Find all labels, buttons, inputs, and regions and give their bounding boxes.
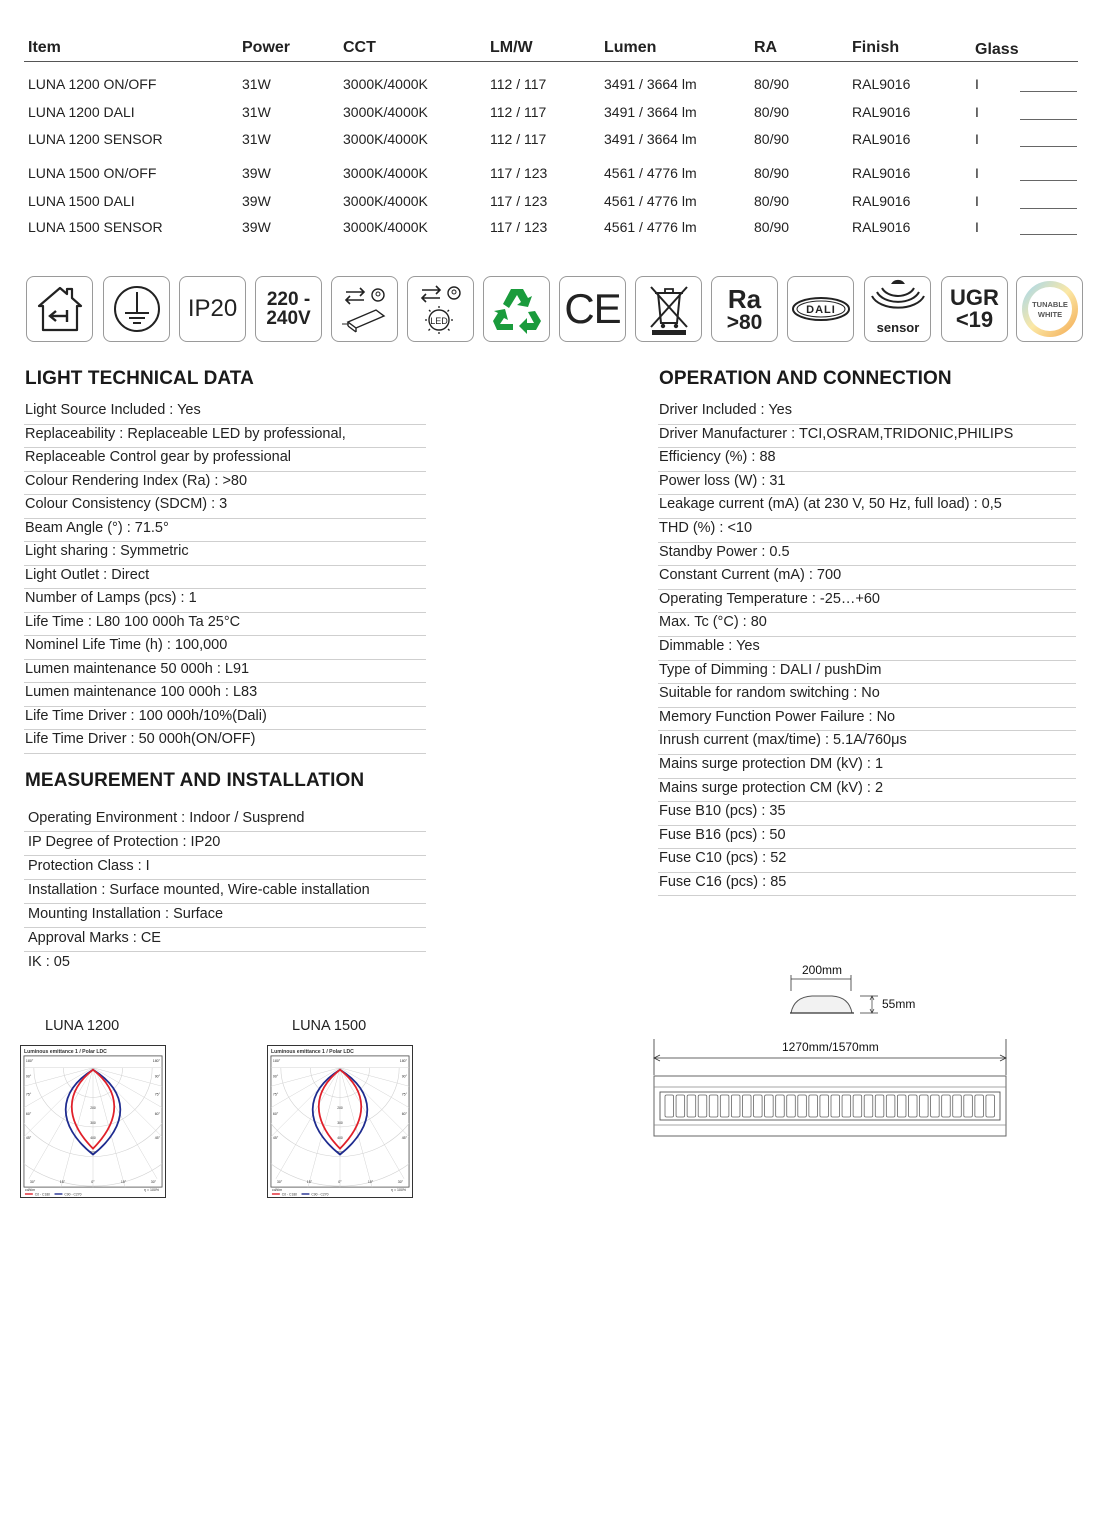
sensor-icon [864,276,931,342]
polar-angle-label: 0° [338,1180,342,1185]
spec-row: Replaceable Control gear by professional [24,448,426,472]
polar-angle-label: 30° [276,1180,283,1185]
product-cell: 117 / 123 [490,165,548,181]
dim-height-label: 55mm [882,997,916,1011]
indoor-use-icon [26,276,93,342]
measurement-list [24,808,426,976]
polar-radial-label: 300 [337,1120,343,1125]
spec-row: Lumen maintenance 100 000h : L83 [24,683,426,707]
product-cell: 3000K/4000K [343,165,428,181]
polar-angle-label: 30° [29,1180,36,1185]
product-cell: LUNA 1200 ON/OFF [28,76,157,92]
product-cell: LUNA 1200 SENSOR [28,131,163,147]
product-cell: 3491 / 3664 lm [604,104,697,120]
product-cell: 3491 / 3664 lm [604,131,697,147]
polar-angle-label: 90° [401,1074,408,1079]
polar-angle-label: 45° [154,1135,161,1140]
polar-grid [267,1068,413,1196]
product-cell: 3491 / 3664 lm [604,76,697,92]
polar-angle-label: 60° [154,1112,161,1117]
polar-angle-label: 75° [401,1092,408,1097]
polar-legend-c0: C0 - C180 [34,1192,51,1197]
recycle-icon [483,276,550,342]
product-cell: LUNA 1500 ON/OFF [28,165,157,181]
product-cell: 39W [242,219,271,235]
product-cell: 80/90 [754,131,790,147]
spec-row: Leakage current (mA) (at 230 V, 50 Hz, full load) : 0,5 [658,495,1076,519]
spec-row: Light Outlet : Direct [24,566,426,590]
light-technical-list [24,401,426,754]
polar-angle-label: 90° [25,1074,32,1079]
polar-chart-1200 [20,1045,166,1198]
operation-title: OPERATION AND CONNECTION [659,368,952,389]
spec-row: Installation : Surface mounted, Wire-cable installation [24,880,426,904]
product-row [24,165,1078,185]
product-cell: I [975,219,979,235]
spec-row: IK : 05 [28,954,70,970]
product-cell: 3000K/4000K [343,219,428,235]
operation-list [658,401,1076,896]
spec-row: Life Time Driver : 50 000h(ON/OFF) [24,730,426,754]
ip20-icon: IP20 [179,276,246,342]
spec-row: Beam Angle (°) : 71.5° [24,519,426,543]
spec-row: Life Time Driver : 100 000h/10%(Dali) [24,707,426,731]
glass-blank-line [1020,146,1077,147]
polar-angle-label: 75° [25,1092,32,1097]
polar-angle-label: 90° [272,1074,279,1079]
spec-row: Power loss (W) : 31 [658,472,1076,496]
polar-angle-label: 30° [150,1180,157,1185]
header-power: Power [242,39,291,56]
spec-row: Operating Temperature : -25…+60 [658,590,1076,614]
polar-radial-label: 400 [337,1135,343,1140]
replaceable-driver-icon [331,276,398,342]
polar-angle-label: 75° [154,1092,161,1097]
product-cell: RAL9016 [852,219,911,235]
polar-spoke [340,1068,373,1192]
weee-bin-icon [635,276,702,342]
product-cell: RAL9016 [852,76,911,92]
polar-angle-label: 180° [25,1058,34,1063]
spec-row: Inrush current (max/time) : 5.1A/760μs [658,731,1076,755]
glass-blank-line [1020,208,1077,209]
product-cell: 3000K/4000K [343,193,428,209]
header-finish: Finish [852,39,900,56]
product-cell: RAL9016 [852,104,911,120]
spec-row: IP Degree of Protection : IP20 [24,832,426,856]
product-cell: RAL9016 [852,131,911,147]
spec-row: Dimmable : Yes [658,637,1076,661]
spec-row: Light Source Included : Yes [24,401,426,425]
product-cell: I [975,76,979,92]
polar-legend-c90: C90 - C270 [64,1192,82,1197]
glass-blank-line [1020,180,1077,181]
spec-row: Number of Lamps (pcs) : 1 [24,589,426,613]
ce-mark-icon: CE [559,276,626,342]
product-cell: 31W [242,104,271,120]
header-ra: RA [754,39,778,56]
product-cell: I [975,193,979,209]
polar-title-1500: LUNA 1500 [292,1018,367,1034]
spec-row: Lumen maintenance 50 000h : L91 [24,660,426,684]
svg-text:LED: LED [429,316,448,326]
product-cell: 3000K/4000K [343,104,428,120]
spec-row: Approval Marks : CE [24,928,426,952]
polar-angle-label: 45° [272,1135,279,1140]
polar-spoke [93,1068,157,1179]
header-lmw: LM/W [490,39,533,56]
product-cell: 117 / 123 [490,193,548,209]
polar-legend-c0: C0 - C180 [281,1192,298,1197]
polar-radial-label: 300 [90,1120,96,1125]
spec-row: Life Time : L80 100 000h Ta 25°C [24,613,426,637]
product-row [24,219,1078,239]
polar-angle-label: 75° [272,1092,279,1097]
spec-row: Fuse C10 (pcs) : 52 [658,849,1076,873]
spec-row: Constant Current (mA) : 700 [658,566,1076,590]
measurement-title: MEASUREMENT AND INSTALLATION [25,770,365,791]
polar-radial-label: 200 [90,1106,96,1111]
ra80-icon: Ra >80 [711,276,778,342]
polar-efficiency: η = 100% [390,1188,407,1193]
product-cell: 39W [242,193,271,209]
replaceable-led-icon [407,276,474,342]
polar-angle-label: 45° [401,1135,408,1140]
spec-row: Type of Dimming : DALI / pushDim [658,661,1076,685]
spec-row: Fuse B10 (pcs) : 35 [658,802,1076,826]
product-row [24,76,1078,96]
polar-grid [20,1068,166,1196]
spec-row: Nominel Life Time (h) : 100,000 [24,636,426,660]
product-cell: 31W [242,76,271,92]
spec-row: THD (%) : <10 [658,519,1076,543]
product-cell: 4561 / 4776 lm [604,193,697,209]
polar-title-1200: LUNA 1200 [45,1018,120,1034]
svg-text:TUNABLE: TUNABLE [1031,300,1068,309]
product-cell: 112 / 117 [490,131,547,147]
svg-text:DALI: DALI [805,304,836,316]
voltage-icon: 220 - 240V [255,276,322,342]
product-cell: 80/90 [754,104,790,120]
product-cell: 3000K/4000K [343,131,428,147]
spec-row: Fuse C16 (pcs) : 85 [658,873,1076,897]
polar-spoke [29,1068,93,1179]
polar-angle-label: 0° [91,1180,95,1185]
spec-row: Suitable for random switching : No [658,684,1076,708]
header-item: Item [28,39,61,56]
header-lumen: Lumen [604,39,657,56]
polar-legend-c90: C90 - C270 [311,1192,329,1197]
spec-row: Fuse B16 (pcs) : 50 [658,826,1076,850]
polar-spoke [340,1068,404,1179]
product-cell: 4561 / 4776 lm [604,165,697,181]
certification-icon-strip [26,276,1086,344]
polar-angle-label: 180° [272,1058,281,1063]
product-cell: I [975,165,979,181]
header-cct: CCT [343,39,376,56]
polar-angle-label: 15° [306,1180,313,1185]
product-cell: 112 / 117 [490,76,547,92]
product-row [24,193,1078,213]
product-cell: I [975,104,979,120]
light-technical-title: LIGHT TECHNICAL DATA [25,368,254,389]
earth-ground-icon [103,276,170,342]
polar-angle-label: 15° [367,1180,374,1185]
product-cell: 4561 / 4776 lm [604,219,697,235]
spec-row: Mounting Installation : Surface [24,904,426,928]
glass-blank-line [1020,91,1077,92]
polar-radial-label: 500 [337,1150,343,1155]
product-cell: RAL9016 [852,165,911,181]
product-cell: 80/90 [754,193,790,209]
product-row [24,104,1078,124]
polar-angle-label: 60° [25,1112,32,1117]
header-glass: Glass [975,41,1019,58]
product-cell: 80/90 [754,165,790,181]
spec-row: Protection Class : I [24,856,426,880]
polar-angle-label: 60° [272,1112,279,1117]
polar-angle-label: 45° [25,1135,32,1140]
spec-row: Memory Function Power Failure : No [658,708,1076,732]
glass-blank-line [1020,234,1077,235]
polar-angle-label: 15° [120,1180,127,1185]
svg-text:sensor: sensor [876,320,919,335]
dim-width-label: 200mm [802,963,843,977]
product-cell: 31W [242,131,271,147]
polar-angle-label: 15° [59,1180,66,1185]
polar-spoke [276,1068,340,1179]
product-cell: I [975,131,979,147]
tunable-white-icon [1016,276,1083,342]
polar-angle-label: 30° [397,1180,404,1185]
product-cell: LUNA 1200 DALI [28,104,135,120]
polar-spoke [93,1068,126,1192]
spec-row: Max. Tc (°C) : 80 [658,613,1076,637]
polar-radial-label: 400 [90,1135,96,1140]
product-cell: 39W [242,165,271,181]
spec-row: Operating Environment : Indoor / Susprend [24,808,426,832]
polar-angle-label: 180° [152,1058,161,1063]
product-cell: LUNA 1500 SENSOR [28,219,163,235]
polar-radial-label: 500 [90,1150,96,1155]
product-table-header [24,38,1078,62]
product-cell: 117 / 123 [490,219,548,235]
product-cell: LUNA 1500 DALI [28,193,135,209]
polar-spoke [307,1068,340,1192]
spec-row: Mains surge protection CM (kV) : 2 [658,779,1076,803]
polar-angle-label: 90° [154,1074,161,1079]
spec-row: Colour Consistency (SDCM) : 3 [24,495,426,519]
polar-efficiency: η = 100% [143,1188,160,1193]
spec-row: Light sharing : Symmetric [24,542,426,566]
polar-angle-label: 180° [399,1058,408,1063]
polar-chart-1500 [267,1045,413,1198]
spec-row: Driver Manufacturer : TCI,OSRAM,TRIDONIC,PHILIPS [658,425,1076,449]
dali-icon [787,276,854,342]
product-cell: RAL9016 [852,193,911,209]
product-cell: 112 / 117 [490,104,547,120]
ugr19-icon: UGR <19 [941,276,1008,342]
spec-row: Driver Included : Yes [658,401,1076,425]
product-table [24,38,1078,235]
spec-row: Efficiency (%) : 88 [658,448,1076,472]
product-cell: 80/90 [754,219,790,235]
polar-angle-label: 60° [401,1112,408,1117]
spec-row: Standby Power : 0.5 [658,543,1076,567]
product-row [24,131,1078,151]
glass-blank-line [1020,119,1077,120]
polar-unit: cd/klm [271,1188,283,1193]
svg-text:WHITE: WHITE [1037,310,1062,319]
polar-radial-label: 200 [337,1106,343,1111]
product-cell: 80/90 [754,76,790,92]
polar-unit: cd/klm [24,1188,36,1193]
polar-header: Luminous emittance 1 / Polar LDC [270,1048,354,1055]
spec-row: Replaceability : Replaceable LED by professional, [24,425,426,449]
polar-spoke [60,1068,93,1192]
spec-row: Colour Rendering Index (Ra) : >80 [24,472,426,496]
luminaire-dimension-drawing [650,975,1020,1145]
polar-header: Luminous emittance 1 / Polar LDC [23,1048,107,1055]
dim-length-label: 1270mm/1570mm [782,1040,879,1054]
spec-row: Mains surge protection DM (kV) : 1 [658,755,1076,779]
product-cell: 3000K/4000K [343,76,428,92]
